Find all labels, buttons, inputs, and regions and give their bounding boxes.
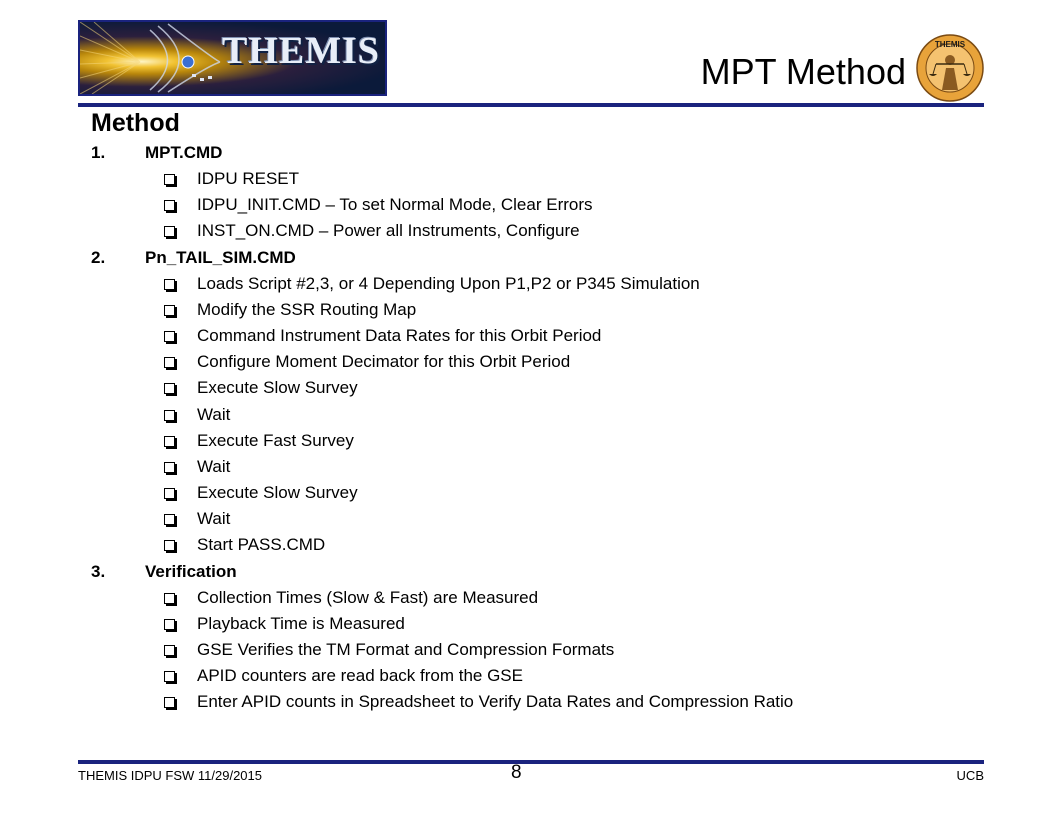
checkbox-bullet-icon bbox=[164, 593, 175, 604]
checkbox-bullet-icon bbox=[164, 514, 175, 525]
section-title: Pn_TAIL_SIM.CMD bbox=[145, 247, 296, 267]
checkbox-bullet-icon bbox=[164, 697, 175, 708]
checkbox-bullet-icon bbox=[164, 671, 175, 682]
list-item: Loads Script #2,3, or 4 Depending Upon P1,P2 or P345 Simulation bbox=[91, 271, 981, 297]
list-item: Collection Times (Slow & Fast) are Measured bbox=[91, 585, 981, 611]
section-number: 3. bbox=[91, 561, 106, 581]
list-item: IDPU_INIT.CMD – To set Normal Mode, Clear Errors bbox=[91, 192, 981, 218]
outline-section-1 bbox=[91, 140, 981, 166]
slide-title: MPT Method bbox=[700, 51, 906, 92]
section-title: Verification bbox=[145, 561, 237, 581]
outline-section-2 bbox=[91, 245, 981, 271]
outline-section-3 bbox=[91, 559, 981, 585]
list-item: Start PASS.CMD bbox=[91, 532, 981, 558]
section-number: 2. bbox=[91, 247, 106, 267]
checkbox-bullet-icon bbox=[164, 488, 175, 499]
section-heading: Method bbox=[91, 109, 180, 137]
checkbox-bullet-icon bbox=[164, 279, 175, 290]
checkbox-bullet-icon bbox=[164, 200, 175, 211]
checkbox-bullet-icon bbox=[164, 357, 175, 368]
banner-wordmark: THEMIS bbox=[222, 30, 381, 72]
checkbox-bullet-icon bbox=[164, 174, 175, 185]
list-item: Wait bbox=[91, 402, 981, 428]
checkbox-bullet-icon bbox=[164, 619, 175, 630]
footer-divider bbox=[78, 760, 984, 764]
section-title: MPT.CMD bbox=[145, 143, 223, 162]
list-item: APID counters are read back from the GSE bbox=[91, 663, 981, 689]
themis-banner-logo bbox=[78, 20, 387, 96]
seal-text: THEMIS bbox=[934, 40, 966, 49]
section-number: 1. bbox=[91, 143, 106, 162]
list-item: Wait bbox=[91, 506, 981, 532]
list-item: Modify the SSR Routing Map bbox=[91, 297, 981, 323]
list-item: Playback Time is Measured bbox=[91, 611, 981, 637]
checkbox-bullet-icon bbox=[164, 305, 175, 316]
checkbox-bullet-icon bbox=[164, 226, 175, 237]
checkbox-bullet-icon bbox=[164, 645, 175, 656]
checkbox-bullet-icon bbox=[164, 540, 175, 551]
list-item: Execute Fast Survey bbox=[91, 428, 981, 454]
list-item: GSE Verifies the TM Format and Compression Formats bbox=[91, 637, 981, 663]
list-item: Enter APID counts in Spreadsheet to Verify Data Rates and Compression Ratio bbox=[91, 689, 981, 715]
themis-seal-logo bbox=[916, 34, 984, 102]
checkbox-bullet-icon bbox=[164, 436, 175, 447]
page-number: 8 bbox=[511, 762, 522, 783]
checkbox-bullet-icon bbox=[164, 410, 175, 421]
list-item: Wait bbox=[91, 454, 981, 480]
footer-organization: UCB bbox=[956, 768, 984, 783]
method-outline bbox=[91, 140, 981, 716]
list-item: Execute Slow Survey bbox=[91, 375, 981, 401]
checkbox-bullet-icon bbox=[164, 383, 175, 394]
checkbox-bullet-icon bbox=[164, 331, 175, 342]
footer-document-label: THEMIS IDPU FSW 11/29/2015 bbox=[78, 768, 262, 783]
list-item: Execute Slow Survey bbox=[91, 480, 981, 506]
checkbox-bullet-icon bbox=[164, 462, 175, 473]
list-item: INST_ON.CMD – Power all Instruments, Configure bbox=[91, 218, 981, 244]
list-item: Configure Moment Decimator for this Orbit Period bbox=[91, 349, 981, 375]
header-divider bbox=[78, 103, 984, 107]
list-item: IDPU RESET bbox=[91, 166, 981, 192]
list-item: Command Instrument Data Rates for this Orbit Period bbox=[91, 323, 981, 349]
